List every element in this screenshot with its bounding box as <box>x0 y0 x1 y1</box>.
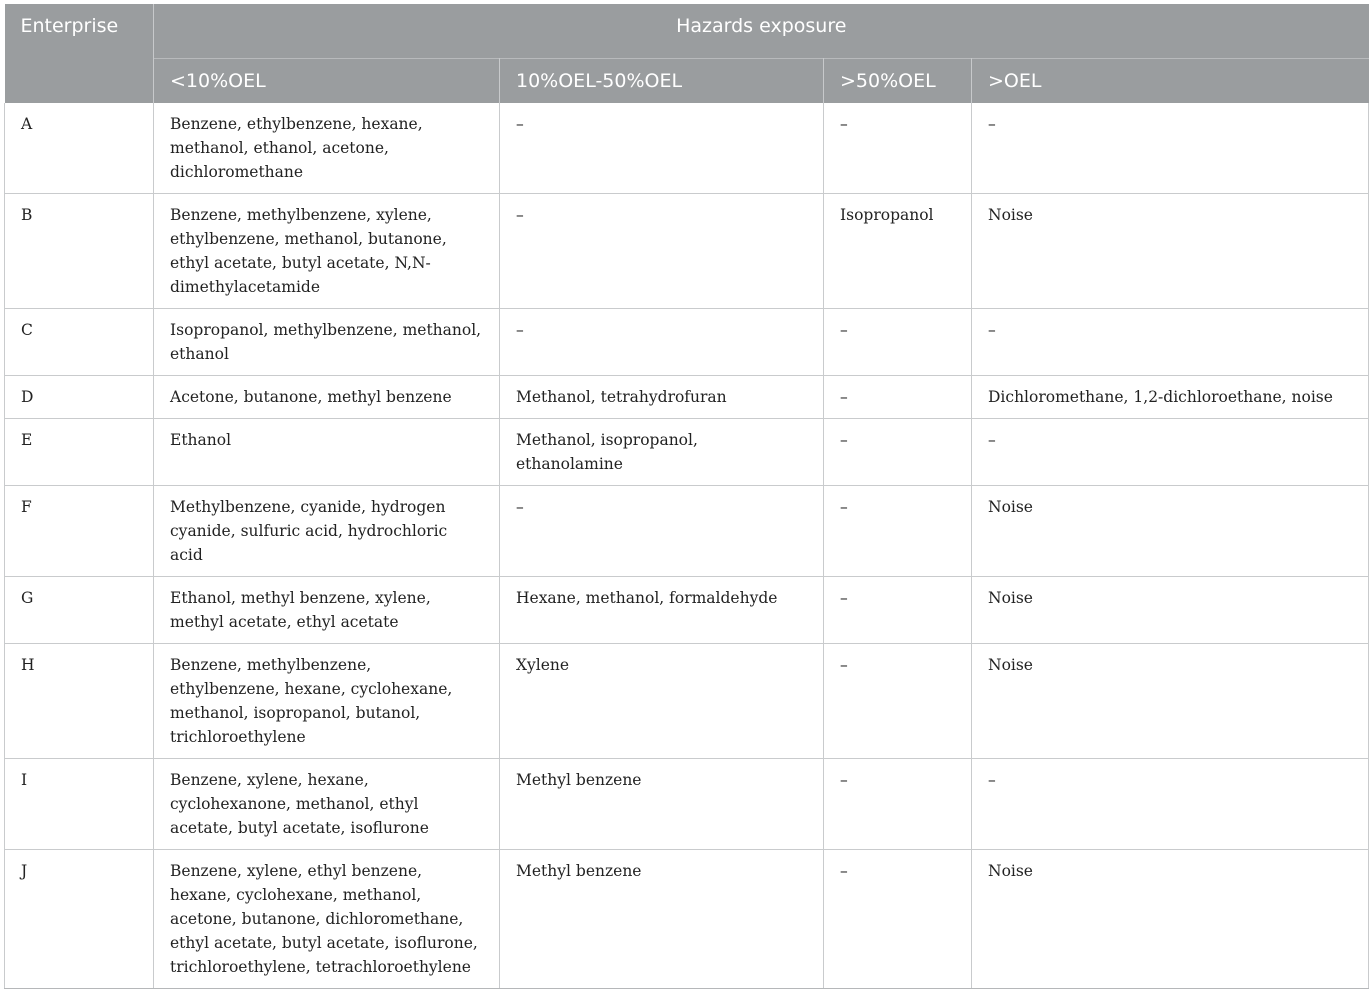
cell-enterprise: I <box>5 759 154 850</box>
cell-gt-oel: Noise <box>972 850 1369 989</box>
cell-enterprise: C <box>5 309 154 376</box>
cell-gt-oel: Noise <box>972 194 1369 309</box>
cell-lt-10-oel: Benzene, ethylbenzene, hexane, methanol, ethanol, acetone, dichloromethane <box>154 103 500 194</box>
cell-lt-10-oel: Benzene, xylene, ethyl benzene, hexane, cyclohexane, methanol, acetone, butanone, dichloromethane, ethyl acetate, butyl acetate, isoflurone, trichloroethylene, tetrachloroethylene <box>154 850 500 989</box>
cell-gt-50-oel: – <box>824 376 972 419</box>
cell-10-50-oel: Methyl benzene <box>500 759 824 850</box>
cell-enterprise: B <box>5 194 154 309</box>
cell-lt-10-oel: Acetone, butanone, methyl benzene <box>154 376 500 419</box>
header-lt-10-oel: <10%OEL <box>154 59 500 104</box>
table-row <box>5 309 1369 376</box>
cell-enterprise: D <box>5 376 154 419</box>
cell-gt-oel: Noise <box>972 644 1369 759</box>
cell-10-50-oel: – <box>500 486 824 577</box>
cell-lt-10-oel: Methylbenzene, cyanide, hydrogen cyanide, sulfuric acid, hydrochloric acid <box>154 486 500 577</box>
header-gt-50-oel: >50%OEL <box>824 59 972 104</box>
cell-gt-50-oel: – <box>824 850 972 989</box>
cell-10-50-oel: – <box>500 103 824 194</box>
table-body <box>5 103 1369 989</box>
cell-lt-10-oel: Benzene, methylbenzene, ethylbenzene, hexane, cyclohexane, methanol, isopropanol, butanol, trichloroethylene <box>154 644 500 759</box>
table-row <box>5 103 1369 194</box>
table-row <box>5 577 1369 644</box>
cell-gt-50-oel: – <box>824 419 972 486</box>
cell-gt-50-oel: Isopropanol <box>824 194 972 309</box>
cell-gt-50-oel: – <box>824 486 972 577</box>
header-hazards-exposure: Hazards exposure <box>154 4 1369 59</box>
table-row <box>5 486 1369 577</box>
cell-gt-50-oel: – <box>824 644 972 759</box>
hazards-table <box>4 4 1369 989</box>
cell-gt-50-oel: – <box>824 577 972 644</box>
table-row <box>5 376 1369 419</box>
cell-enterprise: F <box>5 486 154 577</box>
cell-gt-oel: – <box>972 309 1369 376</box>
cell-enterprise: J <box>5 850 154 989</box>
cell-gt-oel: – <box>972 419 1369 486</box>
cell-enterprise: G <box>5 577 154 644</box>
cell-gt-50-oel: – <box>824 759 972 850</box>
cell-10-50-oel: Methanol, isopropanol, ethanolamine <box>500 419 824 486</box>
table-header <box>5 4 1369 103</box>
cell-lt-10-oel: Ethanol <box>154 419 500 486</box>
cell-10-50-oel: Methanol, tetrahydrofuran <box>500 376 824 419</box>
table-row <box>5 419 1369 486</box>
cell-gt-oel: – <box>972 103 1369 194</box>
cell-10-50-oel: – <box>500 194 824 309</box>
cell-enterprise: A <box>5 103 154 194</box>
table-row <box>5 850 1369 989</box>
cell-gt-oel: Noise <box>972 577 1369 644</box>
table-row <box>5 194 1369 309</box>
table-row <box>5 759 1369 850</box>
header-enterprise: Enterprise <box>5 4 154 103</box>
cell-gt-oel: Noise <box>972 486 1369 577</box>
cell-gt-50-oel: – <box>824 103 972 194</box>
cell-enterprise: H <box>5 644 154 759</box>
header-gt-oel: >OEL <box>972 59 1369 104</box>
header-10-50-oel: 10%OEL-50%OEL <box>500 59 824 104</box>
cell-lt-10-oel: Benzene, methylbenzene, xylene, ethylbenzene, methanol, butanone, ethyl acetate, butyl acetate, N,N-dimethylacetamide <box>154 194 500 309</box>
cell-lt-10-oel: Benzene, xylene, hexane, cyclohexanone, methanol, ethyl acetate, butyl acetate, isoflurone <box>154 759 500 850</box>
cell-lt-10-oel: Ethanol, methyl benzene, xylene, methyl acetate, ethyl acetate <box>154 577 500 644</box>
cell-10-50-oel: Xylene <box>500 644 824 759</box>
cell-gt-oel: Dichloromethane, 1,2-dichloroethane, noise <box>972 376 1369 419</box>
cell-gt-oel: – <box>972 759 1369 850</box>
cell-10-50-oel: Hexane, methanol, formaldehyde <box>500 577 824 644</box>
cell-lt-10-oel: Isopropanol, methylbenzene, methanol, ethanol <box>154 309 500 376</box>
cell-10-50-oel: – <box>500 309 824 376</box>
table-row <box>5 644 1369 759</box>
cell-gt-50-oel: – <box>824 309 972 376</box>
cell-enterprise: E <box>5 419 154 486</box>
cell-10-50-oel: Methyl benzene <box>500 850 824 989</box>
